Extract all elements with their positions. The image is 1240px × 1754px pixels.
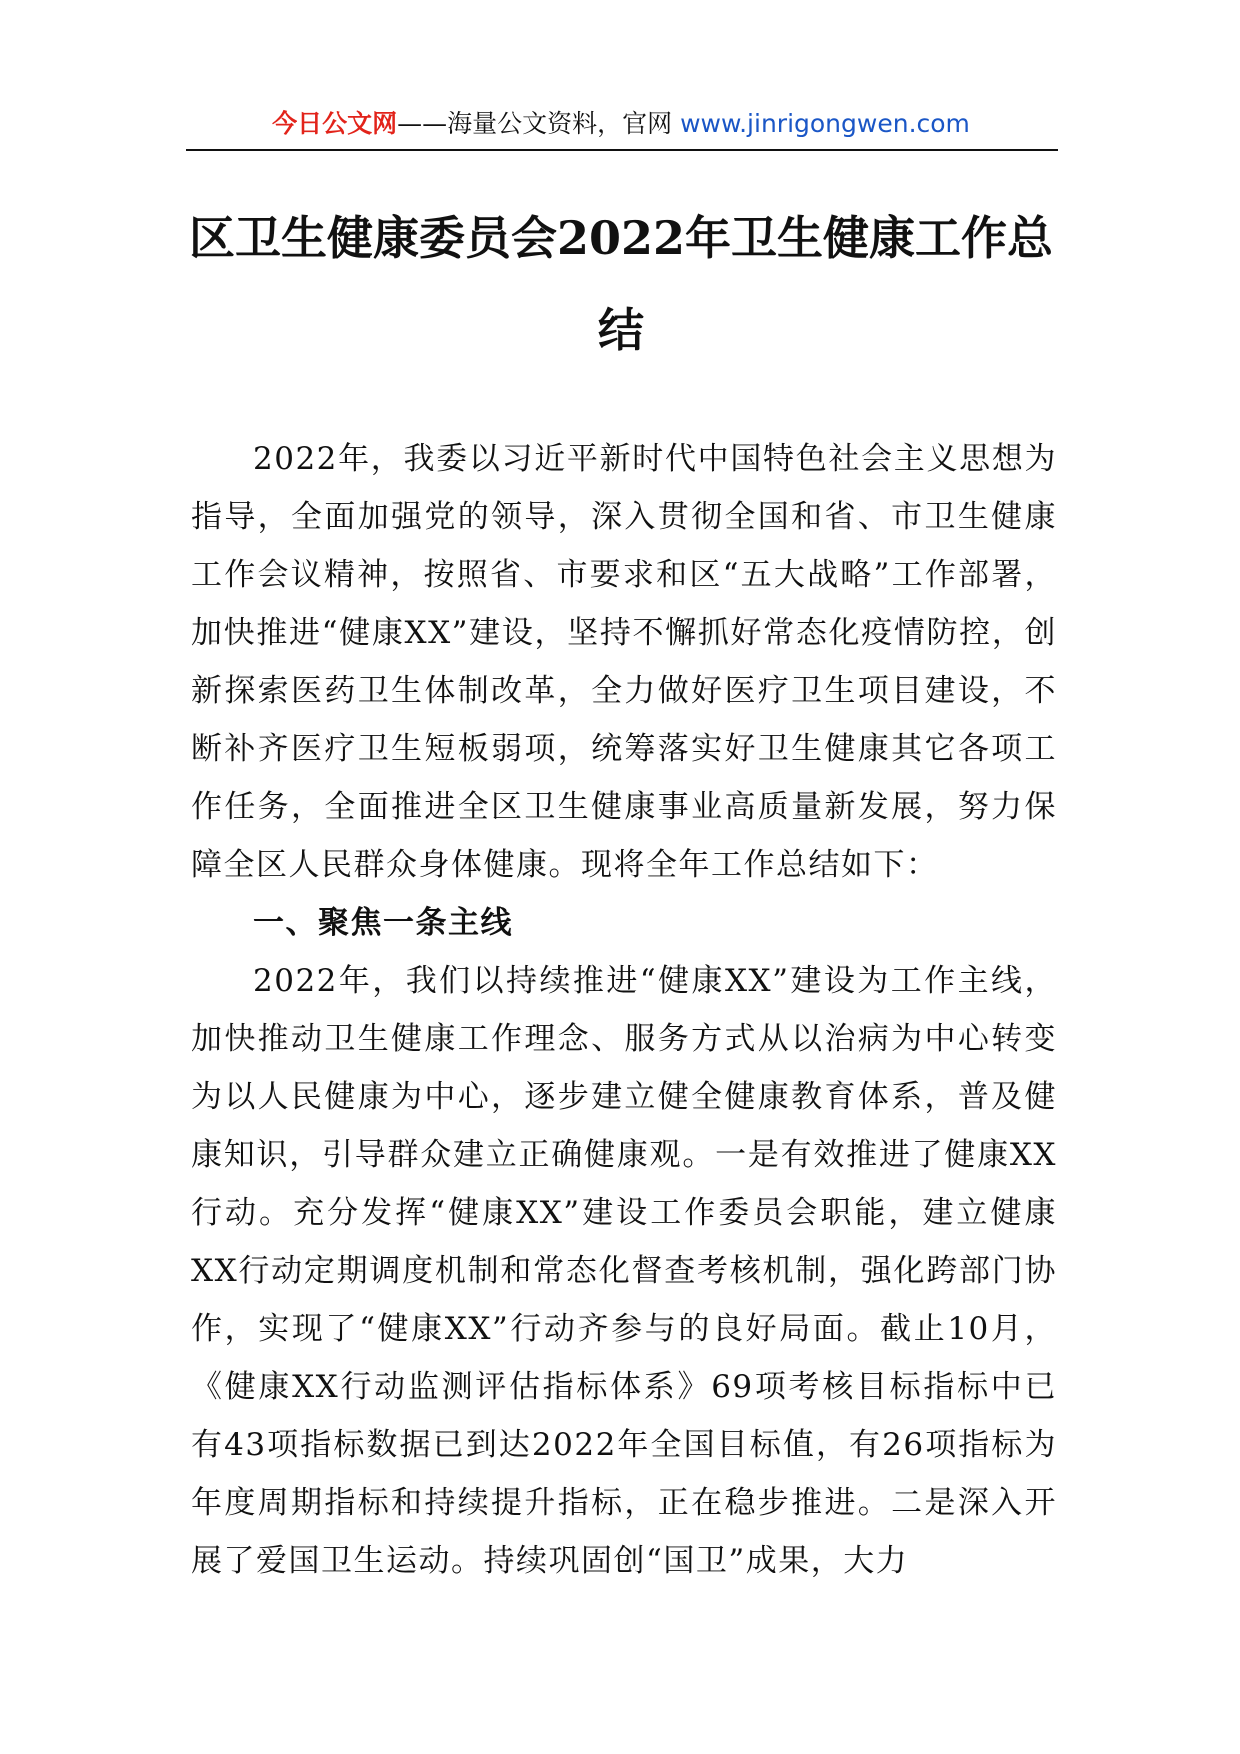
intro-paragraph: 2022年，我委以习近平新时代中国特色社会主义思想为指导，全面加强党的领导，深入贯彻全国和省、市卫生健康工作会议精神，按照省、市要求和区“五大战略”工作部署，加快推进“健康XX”建设，坚持不懈抓好常态化疫情防控，创新探索医药卫生体制改革，全力做好医疗卫生项目建设，不断补齐医疗卫生短板弱项，统筹落实好卫生健康其它各项工作任务，全面推进全区卫生健康事业高质量新发展，努力保障全区人民群众身体健康。现将全年工作总结如下： (191, 441, 1057, 883)
site-url-link[interactable]: www.jinrigongwen.com (680, 109, 970, 138)
site-brand: 今日公文网 (272, 109, 398, 138)
section-paragraph-1: 2022年，我们以持续推进“健康XX”建设为工作主线，加快推动卫生健康工作理念、服务方式从以治病为中心转变为以人民健康为中心，逐步建立健全健康教育体系，普及健康知识，引导群众建立正确健康观。一是有效推进了健康XX行动。充分发挥“健康XX”建设工作委员会职能，建立健康XX行动定期调度机制和常态化督查考核机制，强化跨部门协作，实现了“健康XX”行动齐参与的良好局面。截止10月，《健康XX行动监测评估指标体系》69项考核目标指标中已有43项指标数据已到达2022年全国目标值，有26项指标为年度周期指标和持续提升指标，正在稳步推进。二是深入开展了爱国卫生运动。持续巩固创“国卫”成果，大力 (191, 963, 1057, 1579)
document-body (191, 430, 1057, 1590)
section-heading-1: 一、聚焦一条主线 (253, 905, 513, 941)
site-tagline: ——海量公文资料，官网 (397, 109, 681, 138)
document-title: 区卫生健康委员会2022年卫生健康工作总结 (188, 211, 1054, 357)
site-header (186, 104, 1056, 144)
header-divider (186, 149, 1058, 151)
